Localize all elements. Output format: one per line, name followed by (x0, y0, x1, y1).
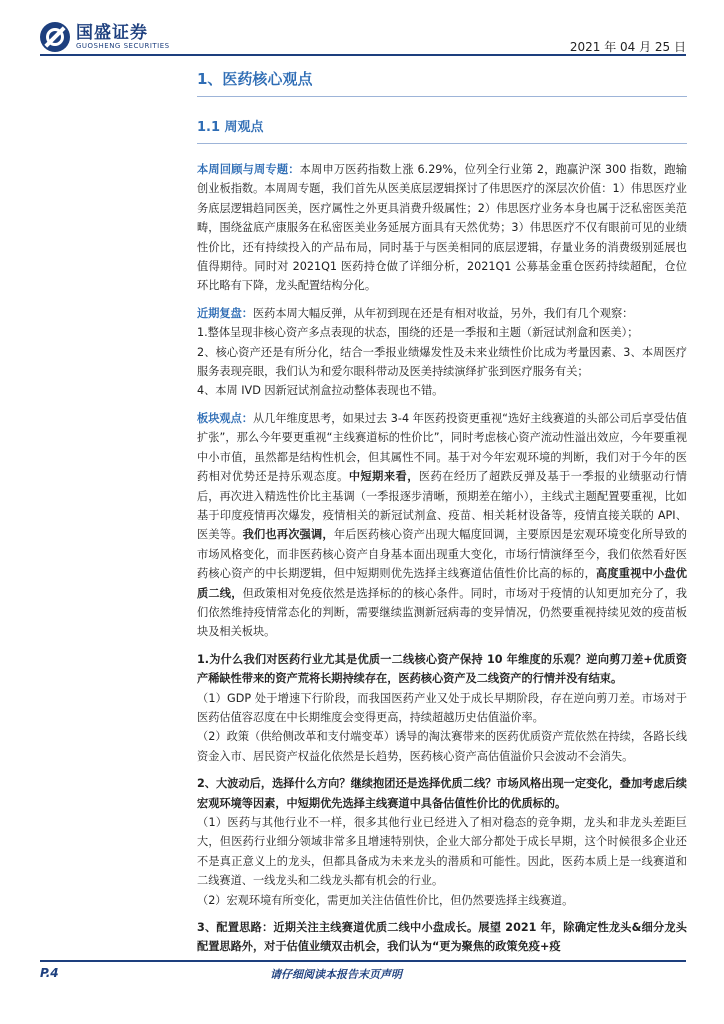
footer-disclaimer: 请仔细阅读本报告末页声明 (270, 968, 402, 981)
list-item: （2）政策（供给侧改革和支付端变革）诱导的淘汰赛带来的医药优质资产荒依然在持续，各路长线资金入市、居民资产权益化依然是长趋势，医药核心资产高估值溢价只会波动不会消失。 (197, 730, 687, 763)
logo-name-cn: 国盛证券 (76, 22, 148, 43)
weekly-review-paragraph (197, 160, 687, 296)
recent-review-paragraph (197, 304, 687, 323)
list-item: 4、本周 IVD 因新冠试剂盒拉动整体表现也不错。 (197, 384, 444, 398)
list-item: （1）GDP 处于增速下行阶段，而我国医药产业又处于成长早期阶段，存在逆向剪刀差。市场对于医药估值容忍度在中长期维度会变得更高，持续超越历史估值溢价率。 (197, 691, 687, 724)
list-item: （1）医药与其他行业不一样，很多其他行业已经进入了相对稳态的竞争期，龙头和非龙头差距巨大，但医药行业细分领域非常多且增速特别快，企业大部分都处于成长早期，这个时候很多企业还不是真正意义上的龙头，但都具备成为未来龙头的潜质和可能性。因此，医药本质上是一线赛道和二线赛道、一线龙头和二线龙头都有机会的行业。 (197, 816, 687, 888)
logo-name-en: GUOSHENG SECURITIES (76, 41, 170, 50)
sector-view-paragraph: 板块观点：从几年维度思考，如果过去 3-4 年医药投资更重视“选好主线赛道的头部公司后享受估值扩张”，那么今年要更重视“主线赛道标的性价比”，同时考虑核心资产流动性溢出效应，今年要重视中小市值，虽然都是结构性机会，但其属性不同。基于对今年宏观环境的判断，我们对于今年的医药相对优势还是持乐观态度。中短期来看，医药在经历了超跌反弹及基于一季报的业绩驱动行情后，再次进入精选性价比主基调（一季报逐步清晰，预期差在缩小），主线式主题配置要重视，比如基于印度疫情再次爆发，疫情相关的新冠试剂盒、疫苗、相关耗材设备等，疫情直接关联的 API、医美等。我们也再次强调，年后医药核心资产出现大幅度回调，主要原因是宏观环境变化所导致的市场风格变化，而非医药核心资产自身基本面出现重大变化，市场行情演绎至今，我们依然看好医药核心资产的中长期逻辑，但中短期则优先选择主线赛道估值性价比高的标的，高度重视中小盘优质二线，但政策相对免疫依然是选择标的的核心条件。同时，市场对于疫情的认知更加充分了，我们依然维持疫情常态化的判断，需要继续监测新冠病毒的变异情况，仍然要重视持续见效的疫苗板块及相关板块。 (197, 411, 687, 639)
paragraph-lead: 近期复盘： (197, 306, 253, 320)
paragraph-lead: 本周回顾与周专题： (197, 163, 300, 176)
main-content (197, 60, 687, 957)
list-item: （2）宏观环境有所变化，需更加关注估值性价比，但仍然要选择主线赛道。 (197, 893, 574, 907)
question-heading: 3、配置思路：近期关注主线赛道优质二线中小盘成长。展望 2021 年，除确定性龙头&细分龙头配置思路外，对于估值业绩双击机会，我们认为“更为聚焦的政策免疫+疫 (197, 921, 687, 954)
logo-emblem-icon (40, 22, 70, 52)
footer-divider (40, 960, 686, 962)
page-number: P.4 (40, 966, 59, 980)
list-item: 1.整体呈现非核心资产多点表现的状态，围绕的还是一季报和主题（新冠试剂盒和医美）； (197, 326, 639, 340)
header-divider (40, 54, 686, 56)
question-heading: 1.为什么我们对医药行业尤其是优质一二线核心资产保持 10 年维度的乐观？逆向剪刀差+优质资产稀缺性带来的资产荒将长期持续存在，医药核心资产及二线资产的行情并没有结束。 (197, 652, 687, 686)
paragraph-text: 本周申万医药指数上涨 6.29%，位列全行业第 2，跑赢沪深 300 指数，跑输创业板指数。本周周专题，我们首先从医美底层逻辑探讨了伟思医疗的深层次价值：1）伟思医疗业务底层逻辑趋同医美，医疗属性之外更具消费升级属性；2）伟思医疗业务本身也属于泛私密医美范畴，围绕盆底产康服务在私密医美业务延展方面具有天然优势；3）伟思医疗不仅有眼前可见的业绩性价比，还有持续投入的产品布局，同时基于与医美相同的底层逻辑，存量业务的消费级别延展也值得期待。同时对 2021Q1 医药持仓做了详细分析，2021Q1 公募基金重仓医药持续超配，仓位环比略有下降，龙头配置结构分化。 (197, 163, 687, 293)
report-date: 2021 年 04 月 25 日 (569, 40, 686, 54)
paragraph-text: 医药本周大幅反弹，从年初到现在还是有相对收益，另外，我们有几个观察： (252, 306, 634, 320)
section-title: 1、医药核心观点 (197, 70, 313, 88)
section-title-rule (197, 96, 687, 97)
paragraph-lead: 板块观点： (197, 411, 253, 425)
page-header (0, 0, 724, 60)
subsection-title: 1.1 周观点 (197, 120, 264, 135)
list-item: 2、核心资产还是有所分化，结合一季报业绩爆发性及未来业绩性价比成为考量因素、3、本周医疗服务表现亮眼，我们认为和爱尔眼科带动及医美持续演绎扩张到医疗服务有关； (197, 345, 687, 379)
question-heading: 2、大波动后，选择什么方向？继续抱团还是选择优质二线？市场风格出现一定变化，叠加考虑后续宏观环境等因素，中短期优先选择主线赛道中具备估值性价比的优质标的。 (197, 777, 687, 810)
company-logo (40, 22, 170, 52)
